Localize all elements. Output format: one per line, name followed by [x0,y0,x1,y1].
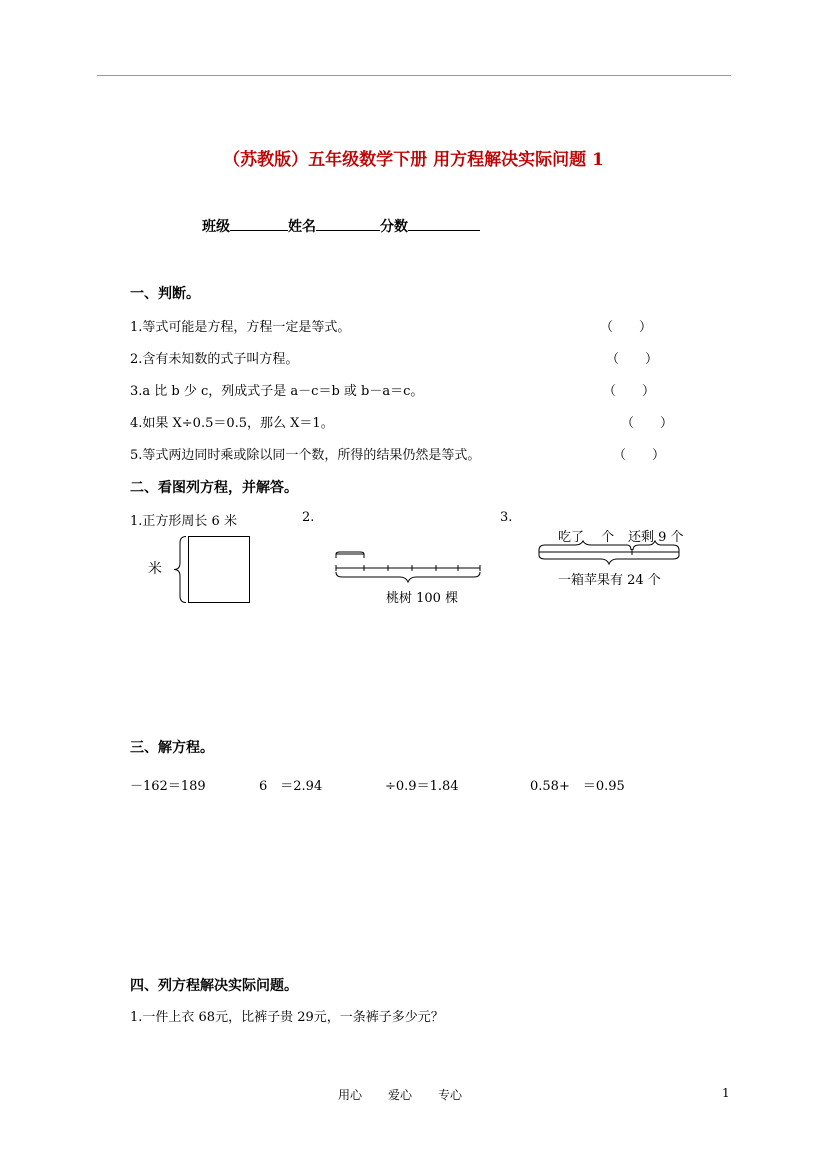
equation-2: 6 ＝2.94 [259,779,323,794]
word-problem-1: 1.一件上衣 68元，比裤子贵 29元，一条裤子多少元？ [130,1010,444,1025]
judge-item-1: 1.等式可能是方程，方程一定是等式。 [130,320,351,335]
judge-answer-2[interactable]: （ ） [606,352,659,367]
class-blank[interactable] [230,216,288,231]
judge-item-2: 2.含有未知数的式子叫方程。 [130,352,299,367]
equation-4: 0.58+ ＝0.95 [530,779,625,794]
remaining-brace [633,541,679,550]
class-label: 班级 [202,219,230,235]
fig3-caption: 一箱苹果有 24 个 [558,573,661,588]
page-number: 1 [722,1086,730,1100]
fig3-eaten-label: 吃了 个 [558,530,615,545]
header-rule [97,75,731,76]
segment-figure-3 [535,540,685,570]
fig3-label: 3. [500,510,513,525]
section1-heading: 一、判断。 [130,286,200,302]
section3-heading: 三、解方程。 [130,740,214,756]
judge-item-5: 5.等式两边同时乘或除以同一个数，所得的结果仍然是等式。 [130,448,481,463]
fig3-remaining-label: 还剩 9 个 [628,530,684,545]
eaten-brace [539,541,631,550]
segment-figure-2 [330,546,485,586]
fig1-label: 1.正方形周长 6 米 [130,514,237,529]
total-brace [336,572,480,582]
judge-answer-3[interactable]: （ ） [603,384,656,399]
name-label: 姓名 [288,219,316,235]
footer-word-2: 爱心 [388,1088,413,1102]
fig1-side-label: 米 [148,561,162,577]
footer-word-1: 用心 [338,1088,363,1102]
equation-3: ÷0.9＝1.84 [385,779,459,794]
judge-item-3: 3.a 比 b 少 c，列成式子是 a－c＝b 或 b－a＝c。 [130,384,424,399]
equation-1: －162＝189 [130,779,206,794]
section4-heading: 四、列方程解决实际问题。 [130,978,298,994]
apples-total-brace [539,555,679,564]
name-blank[interactable] [316,216,380,231]
fig2-caption: 桃树 100 棵 [386,591,459,606]
fig2-label: 2. [302,510,315,525]
footer-word-3: 专心 [438,1088,463,1102]
score-blank[interactable] [408,216,480,231]
score-label: 分数 [380,219,408,235]
judge-item-4: 4.如果 X÷0.5＝0.5，那么 X＝1。 [130,416,334,431]
judge-answer-1[interactable]: （ ） [600,320,653,335]
side-brace [174,537,186,603]
judge-answer-5[interactable]: （ ） [613,448,666,463]
student-info-line [202,216,480,236]
section2-heading: 二、看图列方程，并解答。 [130,480,298,496]
page-title: （苏教版）五年级数学下册 用方程解决实际问题 1 [223,150,604,170]
small-part-brace [336,552,364,558]
square-figure [170,535,252,605]
judge-answer-4[interactable]: （ ） [621,416,674,431]
